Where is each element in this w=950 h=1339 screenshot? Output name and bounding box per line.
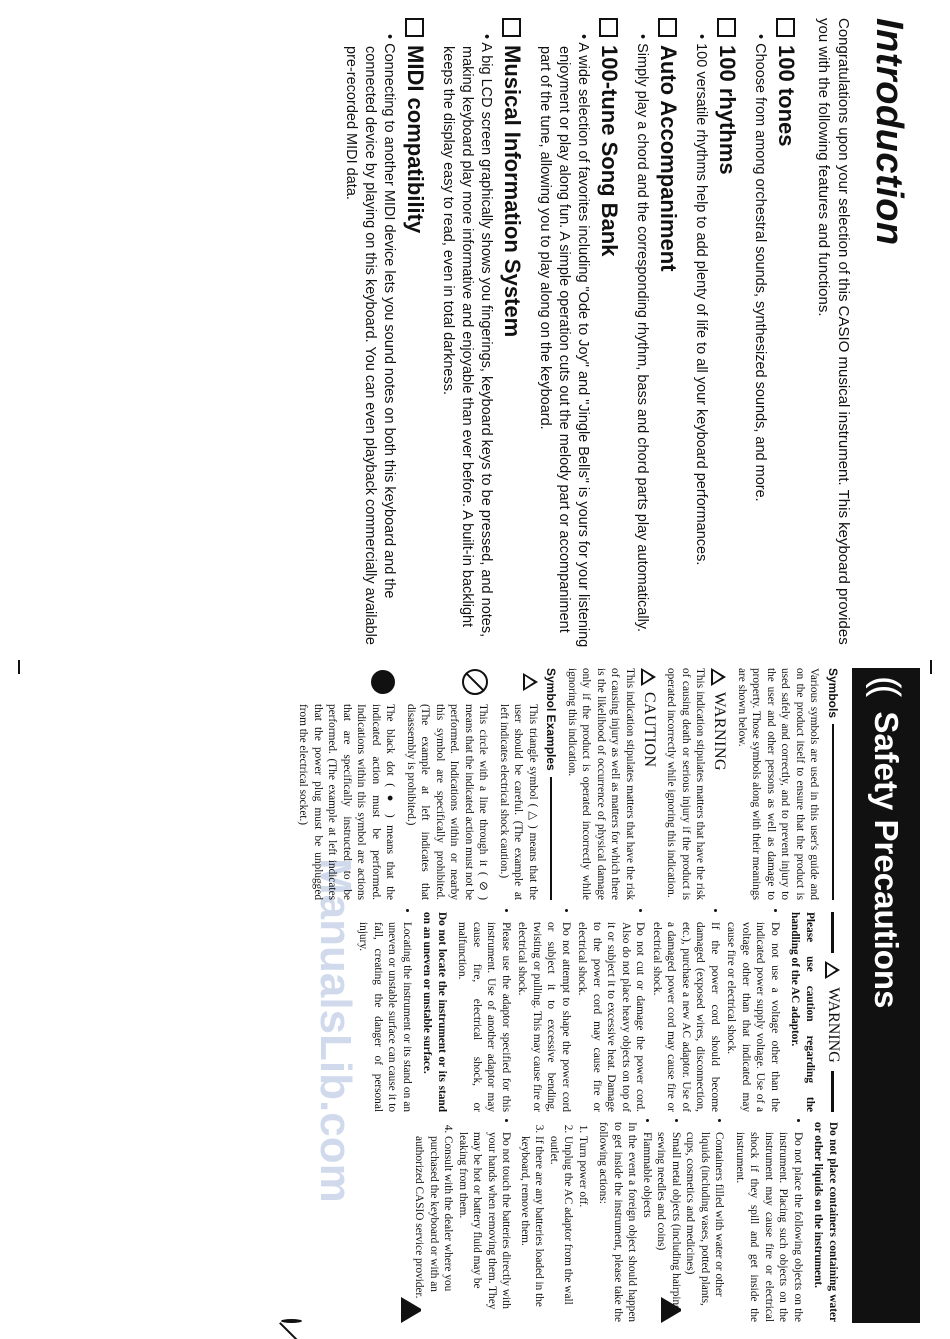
list-item: • Please use the adaptor specified for this instrument. Use of another adaptor may cause fire, electrical shock, or malfunction. xyxy=(455,922,513,1112)
safety-page xyxy=(20,668,920,1323)
liquid-heading: Do not place containers containing water or other liquids on the instrument. xyxy=(812,1122,839,1322)
shock-triangle-icon xyxy=(523,673,538,691)
list-item: • Flammable objects xyxy=(640,1132,655,1322)
prohibited-icon xyxy=(282,1319,300,1323)
feature-100-tones xyxy=(750,18,799,658)
example-dot: The black dot ( ● ) means that the indicated action must be performed. Indications within this symbol are actions that are specifically instructed to be performed. (The example at left indicates that the power plug must be unplugged from the electrical socket.) xyxy=(296,668,398,900)
caution-triangle-icon xyxy=(641,668,656,686)
checkbox-icon xyxy=(600,18,619,37)
list-item: • If the power cord should become damaged (exposed wires, disconnection, etc.), purchase a new AC adaptor. Use of a damaged power cord may cause fire or electrical shock. xyxy=(650,922,723,1112)
warning-triangle-icon xyxy=(825,961,840,979)
feature-body: • A wide selection of favorites including "Ode to Joy" and "Jingle Bells" is yours for your listening enjoyment or play along fun. A simple operation cuts out the melody part or accompaniment part of the tune, allowing you to play along on the keyboard. xyxy=(535,32,592,658)
list-item: • Containers filled with water or other liquids (including vases, potted plants, cups, cosmetics and medicines) xyxy=(683,1132,727,1322)
feature-body: • A big LCD screen graphically shows you fingerings, keyboard keys to be pressed, and notes, making keyboard play more informative and enjoyable than ever before. A built-in backlight keeps the display easy to read, even in total darkness. xyxy=(438,32,495,658)
intro-title: Introduction xyxy=(868,18,910,246)
list-item: • Do not cut or damage the power cord. Also do not place heavy objects on top of it or subject it to excessive heat. Damage to the power cord may cause fire or electrical shock. xyxy=(575,922,648,1112)
safety-title: Safety Precautions xyxy=(868,711,905,1009)
introduction-page xyxy=(30,18,910,658)
warning-triangle-icon xyxy=(682,1297,700,1323)
list-item: 1. Turn power off. xyxy=(576,1136,591,1322)
foreign-steps-continued xyxy=(412,1122,456,1322)
safety-column-3 xyxy=(408,1122,840,1322)
list-item: • Do not place the following objects on the instrument. Placing such objects on the instrument may cause fire or electrical shock if they spill and get inside the instrument. xyxy=(733,1132,806,1322)
ac-heading: Please use caution regarding the handling of the AC adaptor. xyxy=(789,912,816,1112)
checkbox-icon xyxy=(659,18,678,37)
example-triangle: This triangle symbol ( △ ) means that the user should be careful. (The example at left indicates electrical shock caution.) xyxy=(497,668,541,900)
foreign-steps xyxy=(518,1122,591,1322)
feature-body: • Choose from among orchestral sounds, synthesized sounds, and more. xyxy=(750,32,769,658)
warning-bar: WARNING xyxy=(825,912,840,1112)
feature-song-bank xyxy=(535,18,622,658)
feature-heading: MIDI compatibility xyxy=(403,45,428,234)
safety-column-1 xyxy=(290,668,840,900)
feature-heading: Auto Accompaniment xyxy=(656,45,681,272)
crop-mark xyxy=(930,660,932,674)
feature-100-rhythms xyxy=(691,18,740,658)
intro-text: Congratulations upon your selection of this CASIO musical instrument. This keyboard provides you with the following features and functions. xyxy=(815,18,852,645)
foreign-text: In the event a foreign object should happen to get inside the instrument, please take the following actions: xyxy=(597,1122,639,1322)
checkbox-icon xyxy=(406,18,425,37)
liquid-sublist xyxy=(640,1122,727,1322)
warning-text: This indication stipulates matters that have the risk of causing death or serious injury if the product is operated incorrectly while ignoring this indication. xyxy=(665,668,707,900)
caution-text: This indication stipulates matters that have the risk of causing injury as well as matters for which there is the likelihood of occurrence of physical damage only if the product is operated incorrectly while ignoring this indication. xyxy=(566,668,636,900)
list-item: 3. If there are any batteries loaded in the keyboard, remove them. xyxy=(518,1136,547,1322)
list-item: • Do not use a voltage other than the indicated power supply voltage. Use of a voltage other than that indicated may cause fire or electrical shock. xyxy=(724,922,782,1112)
feature-musical-information-system xyxy=(438,18,525,658)
feature-heading: 100 rhythms xyxy=(715,45,740,175)
warning-triangle-icon xyxy=(712,668,727,686)
liquid-list xyxy=(733,1122,806,1322)
unplug-dot-icon xyxy=(372,670,396,694)
feature-body: • Connecting to another MIDI device lets you sound notes on both this keyboard and the connected device by playing on this keyboard. You can even playback commercially available pre-recorded MIDI data. xyxy=(341,32,398,658)
caution-label: CAUTION xyxy=(641,668,656,900)
feature-body: • 100 versatile rhythms help to add plenty of life to all your keyboard performances. xyxy=(691,32,710,658)
list-item: • Do not touch the batteries directly with your hands when removing them. They may be hot or battery fluid may be leaking from them. xyxy=(456,1132,514,1322)
ac-list xyxy=(455,912,782,1112)
list-item: 2. Unplug the AC adaptor from the wall outlet. xyxy=(547,1136,576,1322)
list-item: • Small metal objects (including hairpins, sewing needles and coins) xyxy=(654,1132,683,1322)
feature-midi-compatibility xyxy=(341,18,428,658)
list-item: • Locating the instrument or its stand on an uneven or unstable surface can cause it to fall, creating the danger of personal injury. xyxy=(356,922,414,1112)
banner-parens: (( xyxy=(865,676,908,694)
list-item: 4. Consult with the dealer where you purchased the keyboard or with an authorized CASIO service provider. xyxy=(412,1136,456,1322)
surface-list xyxy=(356,912,414,1112)
surface-heading: Do not locate the instrument or its stand on an uneven or unstable surface. xyxy=(421,912,448,1112)
symbols-heading: Symbols xyxy=(826,668,841,900)
example-circle: This circle with a line through it ( ⊘ ) means that the indicated action must not be performed. Indications within or nearby this symbol are specifically prohibited. (The example at left indicates that disassembly is prohibited.) xyxy=(404,668,491,900)
feature-heading: 100 tones xyxy=(774,45,799,147)
watermark: ManualsLib.com xyxy=(311,858,360,1203)
checkbox-icon xyxy=(718,18,737,37)
prohibited-icon xyxy=(463,669,489,695)
warning-label: WARNING xyxy=(712,668,727,900)
safety-banner xyxy=(852,668,920,1323)
safety-column-2 xyxy=(350,912,840,1112)
feature-heading: Musical Information System xyxy=(500,45,525,338)
checkbox-icon xyxy=(503,18,522,37)
feature-auto-accompaniment xyxy=(632,18,681,658)
checkbox-icon xyxy=(777,18,796,37)
feature-body: • Simply play a chord and the corresponding rhythm, bass and chord parts play automatically. xyxy=(632,32,651,658)
examples-heading: Symbol Examples xyxy=(544,668,559,900)
shock-triangle-icon xyxy=(422,1297,440,1323)
battery-note-list xyxy=(456,1122,514,1322)
feature-heading: 100-tune Song Bank xyxy=(597,45,622,257)
list-item: • Do not attempt to shape the power cord or subject it to excessive bending, twisting or pulling. This may cause fire or electrical shock. xyxy=(515,922,573,1112)
symbols-text: Various symbols are used in this user's guide and on the product itself to ensure that the product is used safely and correctly, and to prevent injury to the user and other persons as well as damage to property. Those symbols along with their meanings are shown below. xyxy=(736,668,821,900)
